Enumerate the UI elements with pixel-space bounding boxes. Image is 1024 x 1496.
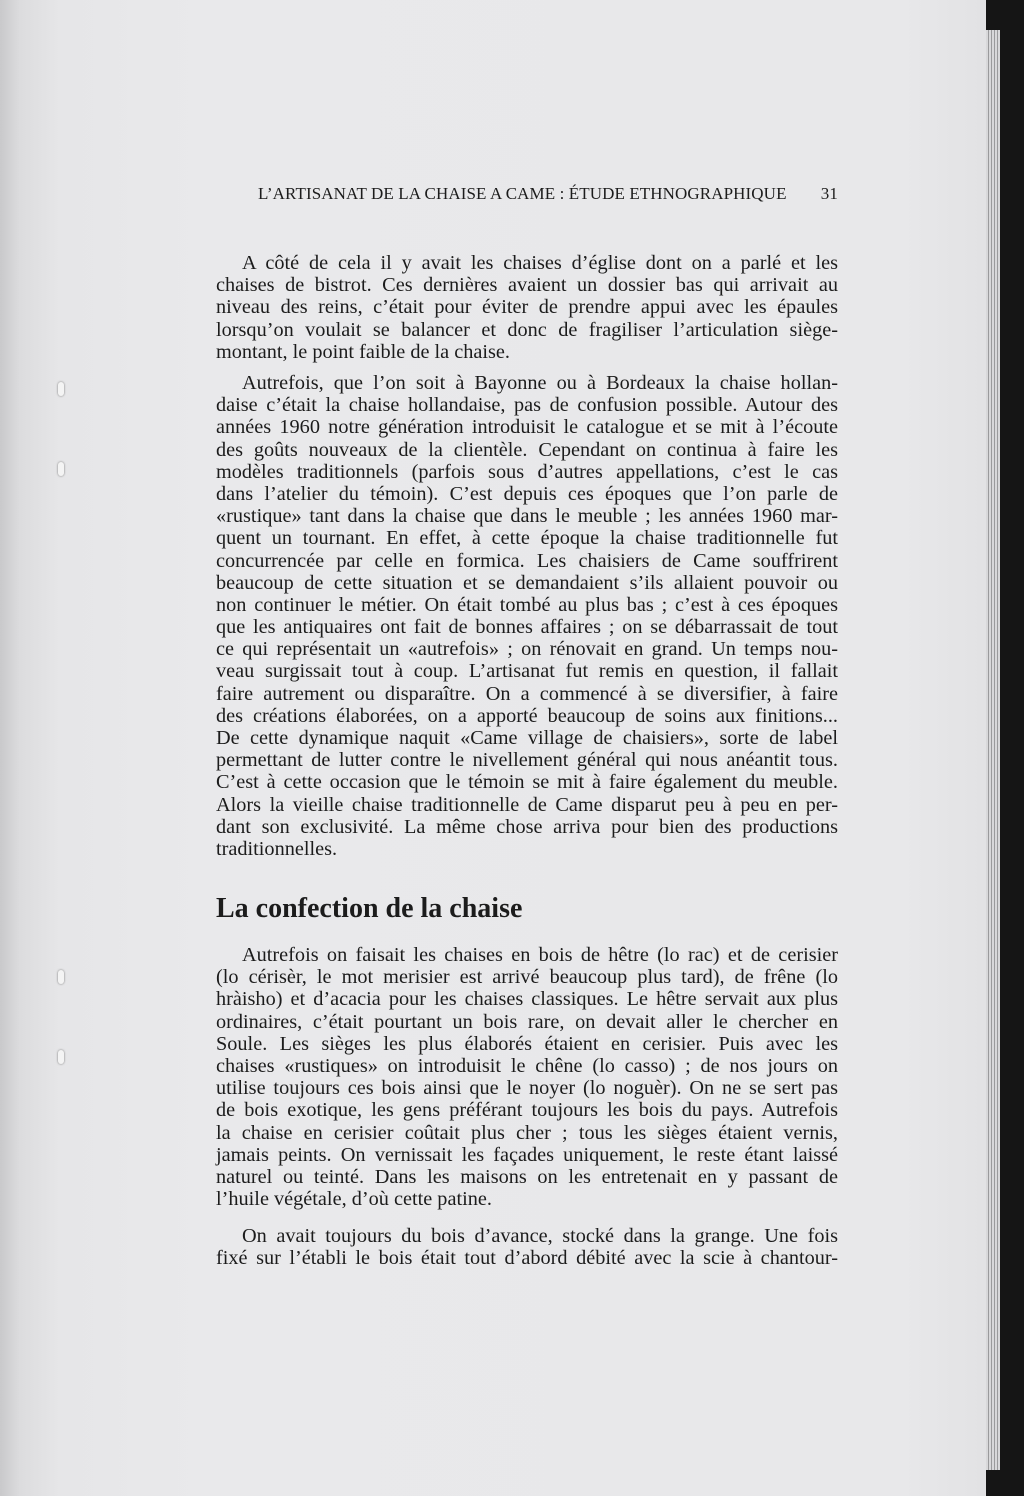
- text-line: non continuer le métier. On était tombé au plus bas ; c’est à ces époques: [216, 593, 838, 616]
- paragraph: [216, 1225, 838, 1269]
- paragraph: [216, 252, 838, 363]
- text-line: ordinaires, c’était pourtant un bois rare, on devait aller le chercher en: [216, 1010, 838, 1033]
- text-line: utilise toujours ces bois ainsi que le noyer (lo noguèr). On ne se sert pas: [216, 1077, 838, 1100]
- text-line: naturel ou teinté. Dans les maisons on les entretenait en y passant de: [216, 1165, 838, 1188]
- text-line: fixé sur l’établi le bois était tout d’abord débité avec la scie à chantour-: [216, 1247, 838, 1270]
- text-line: que les antiquaires ont fait de bonnes affaires ; on se débarrassait de tout: [216, 616, 838, 639]
- page-number: 31: [820, 184, 838, 203]
- text-line: dans l’atelier du témoin). C’est depuis ces époques que l’on parle de: [216, 482, 838, 505]
- text-line: quent un tournant. En effet, à cette époque la chaise traditionnelle fut: [216, 527, 838, 550]
- text-line: daise c’était la chaise hollandaise, pas de confusion possible. Autour des: [216, 394, 838, 417]
- text-line: On avait toujours du bois d’avance, stocké dans la grange. Une fois: [242, 1225, 838, 1247]
- text-line: lorsqu’on voulait se balancer et donc de fragiliser l’articulation siège-: [216, 318, 838, 341]
- binding-stitch: [58, 1050, 64, 1064]
- text-line: Alors la vieille chaise traditionnelle de Came disparut peu à peu en per-: [216, 793, 838, 816]
- text-line: montant, le point faible de la chaise.: [216, 340, 510, 363]
- text-line: De cette dynamique naquit «Came village de chaisiers», sorte de label: [216, 727, 838, 749]
- text-line: chaises de bistrot. Ces dernières avaient un dossier bas qui arrivait au: [216, 274, 838, 297]
- text-line: de bois exotique, les gens préférant toujours les bois du pays. Autrefois: [216, 1099, 838, 1122]
- text-line: veau surgissait tout à coup. L’artisanat fut remis en question, il fallait: [216, 660, 838, 683]
- paragraph: [216, 372, 838, 860]
- text-line: jamais peints. On vernissait les façades uniquement, le reste étant laissé: [216, 1143, 838, 1166]
- paragraph: [216, 944, 838, 1210]
- binding-stitch: [58, 970, 64, 984]
- text-line: (lo cérisèr, le mot merisier est arrivé beaucoup plus tard), de frêne (lo: [216, 966, 838, 989]
- text-line: niveau des reins, c’était pour éviter de prendre appui avec les épaules: [216, 296, 838, 319]
- text-line: dant son exclusivité. La même chose arriva pour bien des productions: [216, 815, 838, 838]
- text-line: C’est à cette occasion que le témoin se mit à faire également du meuble.: [216, 771, 838, 794]
- text-line: des goûts nouveaux de la clientèle. Cependant on continua à faire les: [216, 438, 838, 461]
- text-line: faire autrement ou disparaître. On a commencé à se diversifier, à faire: [216, 682, 838, 705]
- text-line: la chaise en cerisier coûtait plus cher ; tous les sièges étaient vernis,: [216, 1121, 838, 1144]
- text-line: A côté de cela il y avait les chaises d’église dont on a parlé et les: [242, 252, 838, 274]
- text-line: hràisho) et d’acacia pour les chaises classiques. Le hêtre servait aux plus: [216, 988, 838, 1011]
- text-line: beaucoup de cette situation et se demandaient s’ils allaient pouvoir ou: [216, 571, 838, 594]
- running-header: [258, 184, 838, 204]
- text-line: Autrefois on faisait les chaises en bois de hêtre (lo rac) et de cerisier: [242, 944, 838, 966]
- text-line: années 1960 notre génération introduisit le catalogue et se mit à l’écoute: [216, 416, 838, 439]
- text-line: des créations élaborées, on a apporté beaucoup de soins aux finitions...: [216, 704, 838, 727]
- binding-stitch: [58, 462, 64, 476]
- text-line: modèles traditionnels (parfois sous d’autres appellations, c’est le cas: [216, 460, 838, 483]
- text-line: ce qui représentait un «autrefois» ; on rénovait en grand. Un temps nou-: [216, 638, 838, 661]
- text-line: l’huile végétale, d’où cette patine.: [216, 1188, 492, 1211]
- text-line: chaises «rustiques» on introduisit le chêne (lo casso) ; de nos jours on: [216, 1054, 838, 1077]
- page-edges: [986, 30, 1000, 1470]
- text-line: Soule. Les sièges les plus élaborés étaient en cerisier. Puis avec les: [216, 1032, 838, 1055]
- text-line: concurrencée par celle en formica. Les chaisiers de Came souffrirent: [216, 549, 838, 572]
- binding-stitch: [58, 382, 64, 396]
- text-line: permettant de lutter contre le nivellement général qui nous anéantit tous.: [216, 749, 838, 772]
- running-title: L’ARTISANAT DE LA CHAISE A CAME : ÉTUDE ETHNOGRAPHIQUE: [258, 184, 787, 203]
- text-line: «rustique» tant dans la chaise que dans le meuble ; les années 1960 mar-: [216, 505, 838, 528]
- text-line: traditionnelles.: [216, 837, 338, 860]
- section-heading: La confection de la chaise: [216, 893, 523, 924]
- text-line: Autrefois, que l’on soit à Bayonne ou à Bordeaux la chaise hollan-: [242, 372, 838, 394]
